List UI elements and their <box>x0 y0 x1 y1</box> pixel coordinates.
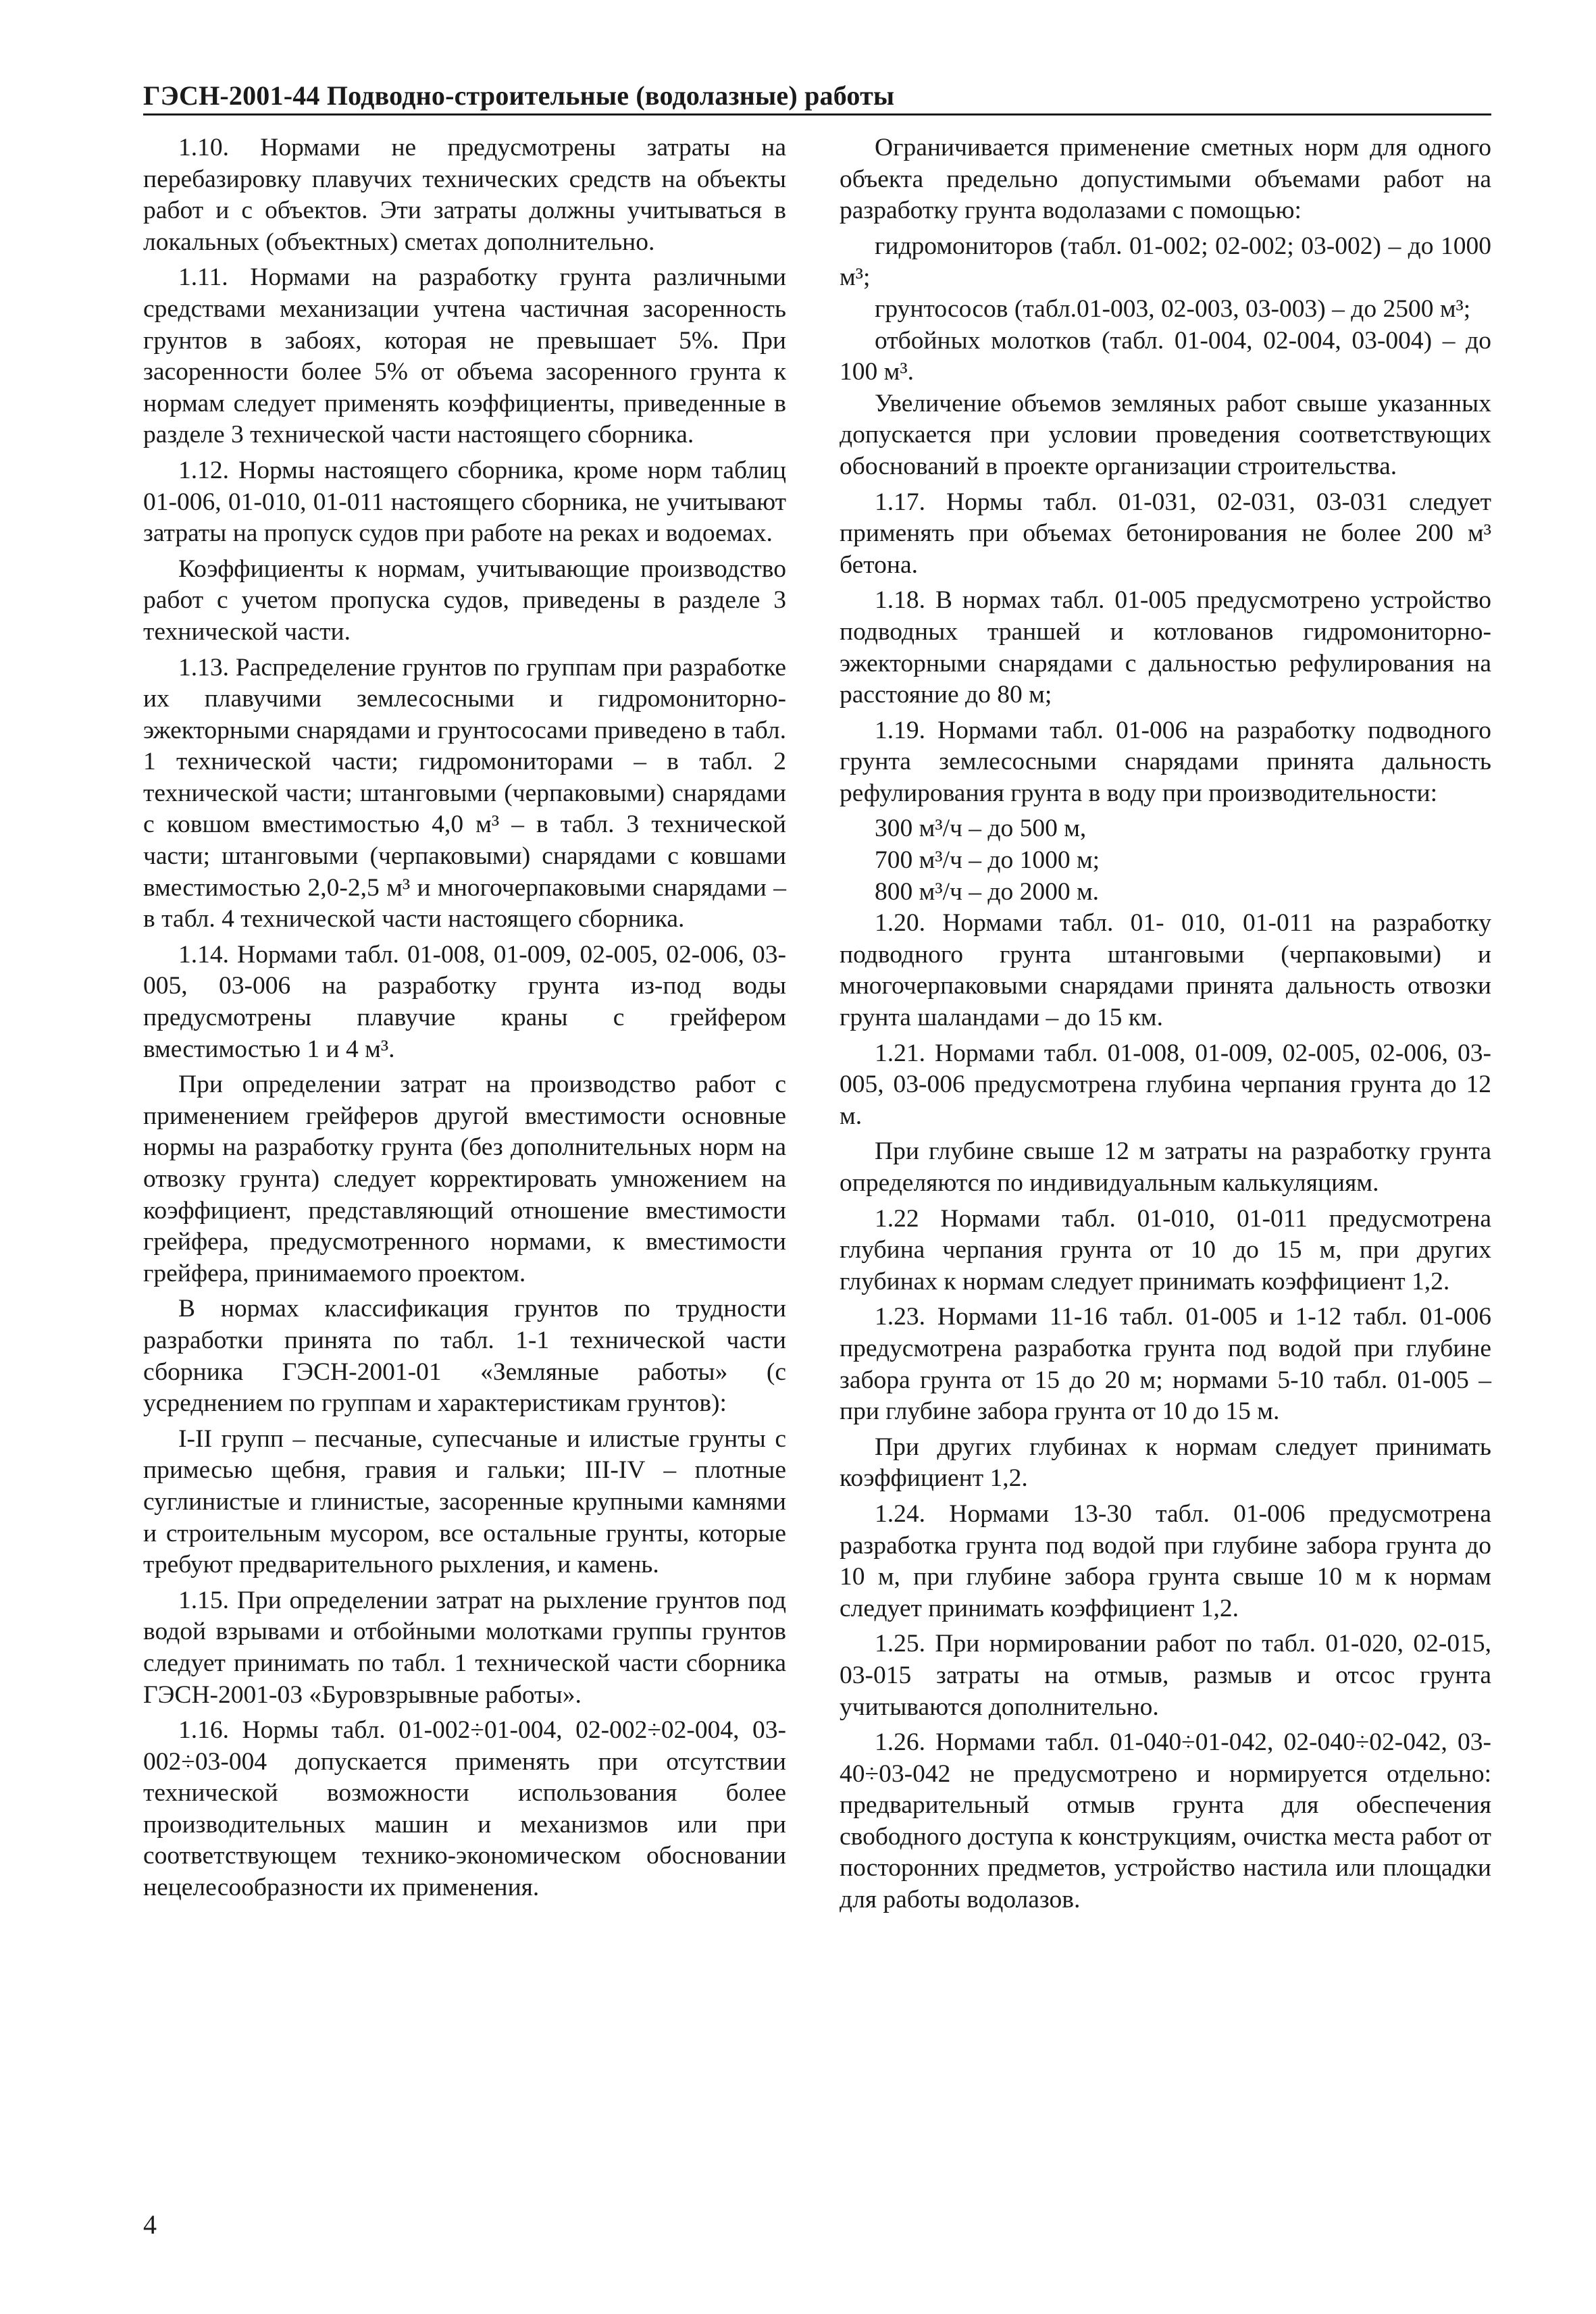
paragraph-1-12: 1.12. Нормы настоящего сборника, кроме норм таблиц 01-006, 01-010, 01-011 настоящего сборника, не учитывают затраты на пропуск судов при работе на реках и водоемах. <box>143 456 786 548</box>
limit-hydromonitors: гидромониторов (табл. 01-002; 02-002; 03-002) – до 1000 м³; <box>840 232 1491 292</box>
paragraph-1-14: 1.14. Нормами табл. 01-008, 01-009, 02-005, 02-006, 03-005, 03-006 на разработку грунта из-под воды предусмотрены плавучие краны с грейфером вместимостью 1 и 4 м³. <box>143 940 786 1063</box>
page-number: 4 <box>143 2209 157 2240</box>
paragraph-1-11: 1.11. Нормами на разработку грунта различными средствами механизации учтена частичная засоренность грунтов в забоях, которая не превышает 5%. При засоренности более 5% от объема засоренного грунта к нормам следует применять коэффициенты, приведенные в разделе 3 технической части настоящего сборника. <box>143 263 786 449</box>
pumping-rates-list <box>840 813 1491 908</box>
paragraph-1-18: 1.18. В нормах табл. 01-005 предусмотрено устройство подводных траншей и котлованов гидромониторно-эжекторными снарядами с дальностью рефулирования на расстояние до 80 м; <box>840 586 1491 709</box>
limit-jackhammers: отбойных молотков (табл. 01-004, 02-004, 03-004) – до 100 м³. <box>840 326 1491 386</box>
paragraph-1-23: 1.23. Нормами 11-16 табл. 01-005 и 1-12 табл. 01-006 предусмотрена разработка грунта под водой при глубине забора грунта от 15 до 20 м; нормами 5-10 табл. 01-005 – при глубине забора грунта от 10 до 15 м. <box>840 1303 1491 1426</box>
paragraph-1-13: 1.13. Распределение грунтов по группам при разработке их плавучими землесосными и гидромониторно-эжекторными снарядами и грунтососами приведено в табл. 1 технической части; гидромониторами – в табл. 2 технической части; штанговыми (черпаковыми) снарядами с ковшом вместимостью 4,0 м³ – в табл. 3 технической части; штанговыми (черпаковыми) снарядами с ковшами вместимостью 2,0-2,5 м³ и многочерпаковыми снарядами – в табл. 4 технической части настоящего сборника. <box>143 653 786 933</box>
rate-800: 800 м³/ч – до 2000 м. <box>875 877 1100 906</box>
limit-soil-pumps: грунтососов (табл.01-003, 02-003, 03-003) – до 2500 м³; <box>875 294 1471 323</box>
paragraph-1-10: 1.10. Нормами не предусмотрены затраты на перебазировку плавучих технических средств на объекты работ и с объектов. Эти затраты должны учитываться в локальных (объектных) сметах дополнительно. <box>143 134 786 256</box>
paragraph-coefficients: Коэффициенты к нормам, учитывающие производство работ с учетом пропуска судов, приведены в разделе 3 технической части. <box>143 555 786 646</box>
paragraph-1-16: 1.16. Нормы табл. 01-002÷01-004, 02-002÷02-004, 03-002÷03-004 допускается применять при отсутствии технической возможности использования более производительных машин и механизмов или при соответствующем технико-экономическом обосновании нецелесообразности их применения. <box>143 1716 786 1902</box>
page-header: ГЭСН-2001-44 Подводно-строительные (водолазные) работы <box>143 80 1491 115</box>
paragraph-1-22: 1.22 Нормами табл. 01-010, 01-011 предусмотрена глубина черпания грунта от 10 до 15 м, при других глубинах к нормам следует принимать коэффициент 1,2. <box>840 1204 1491 1295</box>
paragraph-other-depths: При других глубинах к нормам следует принимать коэффициент 1,2. <box>840 1433 1491 1493</box>
paragraph-1-25: 1.25. При нормировании работ по табл. 01-020, 02-015, 03-015 затраты на отмыв, размыв и отсос грунта учитываются дополнительно. <box>840 1630 1491 1721</box>
rate-300: 300 м³/ч – до 500 м, <box>875 815 1087 843</box>
left-column <box>143 132 786 1908</box>
paragraph-limits-intro: Ограничивается применение сметных норм для одного объекта предельно допустимыми объемами работ на разработку грунта водолазами с помощью: <box>840 134 1491 225</box>
paragraph-1-21: 1.21. Нормами табл. 01-008, 01-009, 02-005, 02-006, 03-005, 03-006 предусмотрена глубина черпания грунта до 12 м. <box>840 1039 1491 1130</box>
paragraph-soil-groups: I-II групп – песчаные, супесчаные и илистые грунты с примесью щебня, гравия и гальки; III-IV – плотные суглинистые и глинистые, засоренные крупными камнями и строительным мусором, все остальные грунты, которые требуют предварительного рыхления, и камень. <box>143 1424 786 1579</box>
paragraph-1-17: 1.17. Нормы табл. 01-031, 02-031, 03-031 следует применять при объемах бетонирования не более 200 м³ бетона. <box>840 488 1491 579</box>
paragraph-1-19: 1.19. Нормами табл. 01-006 на разработку подводного грунта землесосными снарядами принята дальность рефулирования грунта в воду при производительности: <box>840 716 1491 807</box>
volume-limits-list <box>840 231 1491 388</box>
paragraph-grab-capacity: При определении затрат на производство работ с применением грейферов другой вместимости основные нормы на разработку грунта (без дополнительных норм на отвозку грунта) следует корректировать умножением на коэффициент, представляющий отношение вместимости грейфера, предусмотренного нормами, к вместимости грейфера, принимаемого проектом. <box>143 1071 786 1287</box>
right-column <box>840 132 1491 1920</box>
paragraph-soil-classification: В нормах классификация грунтов по трудности разработки принята по табл. 1-1 технической части сборника ГЭСН-2001-01 «Земляные работы» (с усреднением по группам и характеристикам грунтов): <box>143 1295 786 1418</box>
paragraph-1-26: 1.26. Нормами табл. 01-040÷01-042, 02-040÷02-042, 03-40÷03-042 не предусмотрено и нормируется отдельно: предварительный отмыв грунта для обеспечения свободного доступа к конструкциям, очистка места работ от посторонних предметов, устройство настила или площадки для работы водолазов. <box>840 1728 1491 1914</box>
paragraph-1-15: 1.15. При определении затрат на рыхление грунтов под водой взрывами и отбойными молотками группы грунтов следует принимать по табл. 1 технической части сборника ГЭСН-2001-03 «Буровзрывные работы». <box>143 1586 786 1709</box>
paragraph-1-24: 1.24. Нормами 13-30 табл. 01-006 предусмотрена разработка грунта под водой при глубине забора грунта до 10 м, при глубине забора грунта свыше 10 м к нормам следует принимать коэффициент 1,2. <box>840 1499 1491 1622</box>
rate-700: 700 м³/ч – до 1000 м; <box>875 846 1100 875</box>
paragraph-volume-increase: Увеличение объемов земляных работ свыше указанных допускается при условии проведения соответствующих обоснований в проекте организации строительства. <box>840 389 1491 480</box>
paragraph-1-20: 1.20. Нормами табл. 01- 010, 01-011 на разработку подводного грунта штанговыми (черпаковыми) и многочерпаковыми снарядами принята дальность отвозки грунта шаландами – до 15 км. <box>840 909 1491 1032</box>
paragraph-depth-over-12: При глубине свыше 12 м затраты на разработку грунта определяются по индивидуальным калькуляциям. <box>840 1137 1491 1197</box>
